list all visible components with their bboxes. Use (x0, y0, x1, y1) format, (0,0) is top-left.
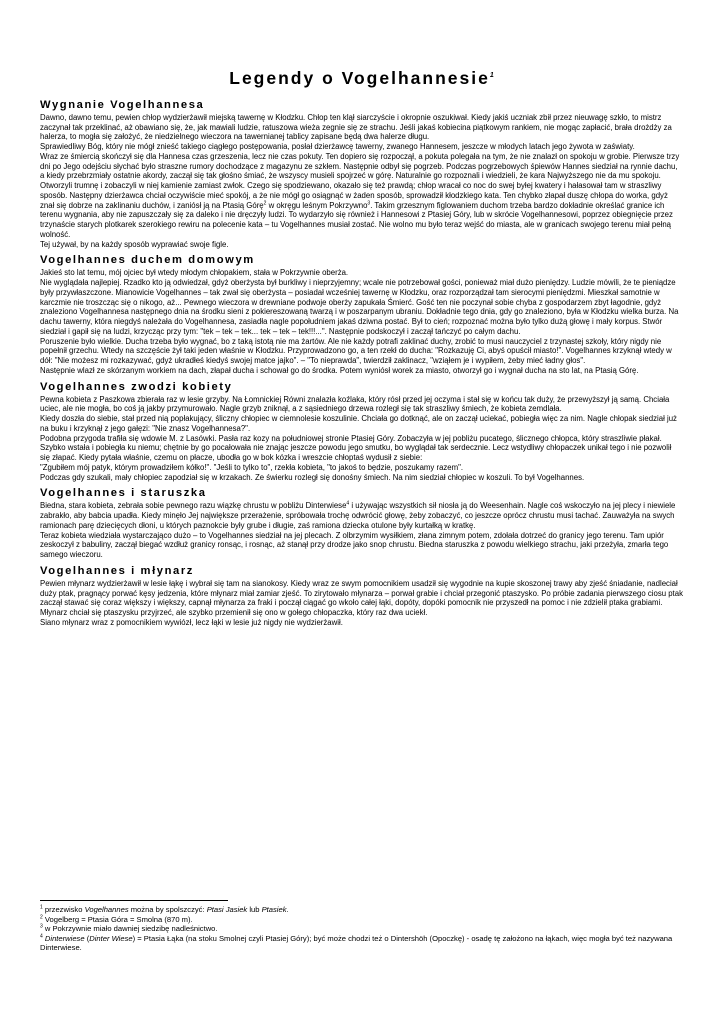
footnote-3: $^3$ w Pokrzywnie miało dawniej siedzibę nadleśnictwo. (40, 923, 218, 934)
footnote-ref-4: 4 (346, 500, 350, 507)
title-footnote-ref: 1 (489, 72, 494, 79)
document-body (40, 66, 683, 632)
section-text: Pewna kobieta z Paszkowa zbierała raz w lesie grzyby. Na Łomnickiej Równi znalazła koźlaka, który rósł przed jej oczyma i stał się w końcu tak duży, że przewyższył ją samą. Chciała uciec, ale nie mogła, bo coś ją jakby przymurowało. Nagle grzyb zniknął, a z sąsiedniego drzewa rozległ się tak straszliwy śmiech, że kobieta zemdlała. Kiedy doszła do siebie, stał przed nią popłakujący, śliczny chłopiec w ciemnolesie koszulinie. Chciała go dotknąć, ale on zaczął uciekać, pobiegła więc za nim. Nagle chłopak siedział już na buku i krzyknął z jego gałęzi: "Nie znasz Vogelhannesa?". Podobna przygoda trafiła się wdowie M. z Lasówki. Pasła raz kozy na południowej stronie Ptasiej Góry. Zobaczyła w jej pobliżu pucatego, ślicznego chłopca, który straszliwie płakał. Szybko wstała i pobiegła ku niemu; chętnie by go pocałowała nie znając jeszcze powodu jego smutku, bo wyglądał tak serdecznie. Lecz wstydliwy chłopaczek unikał tego i nie pozwolił się złapać. Kiedy pytała właśnie, czemu on płacze, ubodła go w bok kózka i wreszcie chłoptaś wydusił z siebie: "Zgubiłem mój patyk, którym prowadziłem kółko!". "Jeśli to tylko to", rzekła kobieta, "to jakoś to będzie, poszukamy razem". Podczas gdy szukali, mały chłopiec zapodział się w krzakach. Ze świerku rozległ się donośny śmiech. Na nim siedział chłopiec w koszuli. To był Vogelhannes. (40, 394, 677, 482)
document-title (40, 66, 683, 88)
section-text: Dawno, dawno temu, pewien chłop wydzierżawił miejską tawernę w Kłodzku. Chłop ten klął siarczyście i okropnie oszukiwał. Kiedy jakiś uczniak zbił przez nieuwagę szkło, to mistrz zaczynał tak przeklinać, aż obawiano się, że, jak mawiali ludzie, ratuszowa wieża zegnie się ze strachu. Jeśli jakaś kobiecina piątkowym rankiem, nie mogąc zapłacić, brała drożdży za halerza, to mogła się założyć, że niedzielnego wieczora na tawernianej tablicy zapisane będą dwa halerze długu. Sprawiedliwy Bóg, który nie mógł znieść takiego ciągłego postępowania, posłał dzierżawcę tawerny, zwanego Hannesem, jeszcze w młodych latach jego żywota w zaświaty. Wraz ze śmiercią skończył się dla Hannesa czas grzeszenia, lecz nie czas pokuty. Ten dopiero się rozpoczął, a pokuta polegała na tym, że nie znalazł on spokoju w grobie. Pierwsze trzy dni po Jego odejściu słychać było straszne rumory dochodzące z magazynu ze szkłem. Następnie odbył się pogrzeb. Podczas pogrzebowych śpiewów Hannes siedział na rynnie dachu, a kiedy przebrzmiały ostatnie akordy, zaczął się tak głośno śmiać, że wszyscy musieli spojrzeć w górę. Naturalnie go rozpoznali i wiedzieli, że kara Najwyższego nie da mu spokoju. Otworzyli trumnę i zobaczyli w niej kamienie zamiast zwłok. Czego się spodziewano, okazało się też prawdą; chłop wracał co noc do swej byłej kwatery i hałasował tam w straszliwy sposób. Następny dzierżawca chciał oczywiście mieć spokój, a że nie mógł go osiągnąć w żaden sposób, sprowadził kłodzkiego kata. Ten chybko złapał duszę chłopa do worka, gdyż znał się dobrze na zaklinaniu duchów, i zaniósł ją na Ptasią Górę$^2$ w okręgu leśnym Pokrzywno$^3$. Takim grzesznym figlowaniem duchom trzeba bardzo dokładnie określać granice ich terenu wygnania, aby nie zapuszczały się za daleko i nie dręczyły ludzi. To wydarzyło się również i Hannesowi z Ptasiej Góry, lub w skrócie Vogelhannesowi, poprzez obiegnięcie przez trzynaście starych plotkarek szerokiego rewiru na polecenie kata – tu Vogelhannes musiał zostać. Nie wolno mu było teraz wejść do miasta, ale w granicach swojego terenu miał pełną wolność. Tej używał, by na każdy sposób wyprawiać swoje figle. (40, 112, 680, 249)
section-heading: Vogelhannes zwodzi kobiety (40, 380, 233, 393)
footnote-2: $^2$ Vogelberg = Ptasia Góra = Smolna (870 m). (40, 914, 193, 924)
section-duch-domowy (40, 253, 683, 375)
section-text: Pewien młynarz wydzierżawił w lesie łąkę i wybrał się tam na sianokosy. Kiedy wraz ze swym pomocnikiem usadził się wygodnie na kupie skoszonej trawy aby zjeść śniadanie, nadleciał duży ptak, pragnący porwać kęsy jedzenia, które młynarz miał zamiar zjeść. To zirytowało młynarza – porwał grabie i chciał przegonić ptaszysko. Po próbie zadania pierwszego ciosu ptak zaczął stawać się coraz większy i większy, capnął młynarza za fraki i począł ciągać go wkoło całej łąki, dopóty, dopóki pomocnik nie przyszedł na pomoc i nie zdzielił ptaka grabiami. Młynarz chciał się ptaszysku przyjrzeć, ale szybko przemienił się ono w gołego chłopaczka, który raz dwa uciekł. Siano młynarz wraz z pomocnikiem wywiózł, lecz łąki w lesie już nigdy nie wydzierżawił. (40, 578, 683, 627)
section-heading: Vogelhannes i staruszka (40, 487, 207, 500)
section-heading: Wygnanie Vogelhannesa (40, 98, 205, 111)
section-heading: Vogelhannes duchem domowym (40, 254, 255, 267)
footnote-ref-3: 3 (367, 199, 371, 206)
footnote-divider (40, 900, 228, 901)
section-text: Jakieś sto lat temu, mój ojciec był wtedy młodym chłopakiem, stała w Pokrzywnie oberża. Nie wyglądała najlepiej. Rzadko kto ją odwiedzał, gdyż oberżysta był burkliwy i nieprzyjemny; wcale nie potrzebował gości, ponieważ miał dużo pieniędzy. Ludzie mówili, że te pieniądze były przywłaszczone. Mianowicie Vogelhannes – tak zwał się oberżysta – posiadał wcześniej tawernę w Kłodzku, oraz rozporządzał tam sierocymi pieniędzmi. Mieszkał samotnie w karczmie nie troszcząc się o nikogo, aż... Pewnego wieczora w drewniane podwoje oberży zapukała Śmierć. Gość ten nie poczynał sobie chyba z gospodarzem zbyt łagodnie, gdyż znaleziono Vogelhannesa następnego dnia na środku sieni z pokiereszowaną twarzą i w poszarpanym ubraniu. Dokładnie tego dnia, gdy go znaleziono, była w Kłodzku wielka burza. Na dachu tawerny, która niegdyś należała do Vogelhannesa, zasiadła nagle popołudniem jakaś dziwna postać. Był to cień; rozpoznać można było tylko dużą głowę i mały korpus. Stwór siedział i gapił się na ludzi, krzycząc przy tym: "tek – tek – tek... tek – tek – tek!!!...". Następnie podskoczył i zaczął tańczyć po całym dachu. Poruszenie było wielkie. Ducha trzeba było wygnać, bo z taką istotą nie ma żartów. Ale nie każdy potrafi zaklinać duchy, zrobić to musi nauczyciel z trzynastej szkoły, który nigdy nie popełnił grzechu. Wtedy na szczęście żył taki jeden właśnie w Kłodzku. Przyprowadzono go, a ten rzekł do ducha: "Rozkazuję Ci, abyś opuścił miasto!". Vogelhannes krzyknął wtedy w dół: "Nie możesz mi rozkazywać, gdyż ukradłeś kiedyś swojej matce jajko". – "To nieprawda", twierdził zaklinacz, "wziąłem je i wypiłem, żeby mieć ładny głos". Następnie wlazł ze skórzanym workiem na dach, złapał ducha i schował go do środka. Potem wyniósł worek za miasto, otworzył go i wygnał ducha na sto lat, na Ptasią Górę. (40, 268, 679, 375)
section-heading: Vogelhannes i młynarz (40, 564, 195, 577)
section-wygnanie (40, 98, 683, 250)
section-mlynarz (40, 564, 683, 628)
footnote-1: $^1$ przezwisko Vogelhannes można by spolszczyć: Ptasi Jasiek lub Ptasiek. (40, 904, 289, 914)
title-text: Legendy o Vogelhannesie (229, 67, 490, 88)
section-zwodzi-kobiety (40, 380, 683, 483)
section-text: Biedna, stara kobieta, zebrała sobie pewnego razu wiązkę chrustu w pobliżu Dinterwiese$^4$ i używając wszystkich sił niosła ją do Weesenhain. Nagle coś wskoczyło na jej plecy i niewiele zabrakło, aby babcia upadła. Kiedy minęło Jej największe przerażenie, spróbowała trochę odwrócić głowę, żeby zobaczyć, co jeszcze oprócz chrustu musi tachać. Zauważyła na swych ramionach parę dziecięcych dłoni, u których paznokcie były grube i długie, zaś ramiona dziecka otulone były kurtałką w kratkę. Teraz kobieta wiedziała wystarczająco dużo – to Vogelhannes siedział na jej plecach. Z olbrzymim wysiłkiem, złana zimnym potem, zdołała dotrzeć do granicy jego terenu. Tam upiór zeskoczył z babuliny, zaczął biegać wzdłuż granicy ronsąc, i rosnąc, aż stanął przy drodze jako snop chrustu. Biedna staruszka z powodu wielkiego strachu, jaki przeżyła, zmarła tego samego wieczoru. (40, 500, 676, 560)
footnote-4: $^4$ Dinterwiese (Dinter Wiese) = Ptasia Łąka (na stoku Smolnej czyli Ptasiej Góry); być może chodzi też o Dintershöh (Opoczkę) - osadę tę założono na łąkach, więc mogła być też nazywana Dinterwiese. (40, 933, 673, 953)
footnote-ref-2: 2 (263, 199, 267, 206)
section-staruszka (40, 486, 683, 560)
footnotes (40, 900, 683, 953)
